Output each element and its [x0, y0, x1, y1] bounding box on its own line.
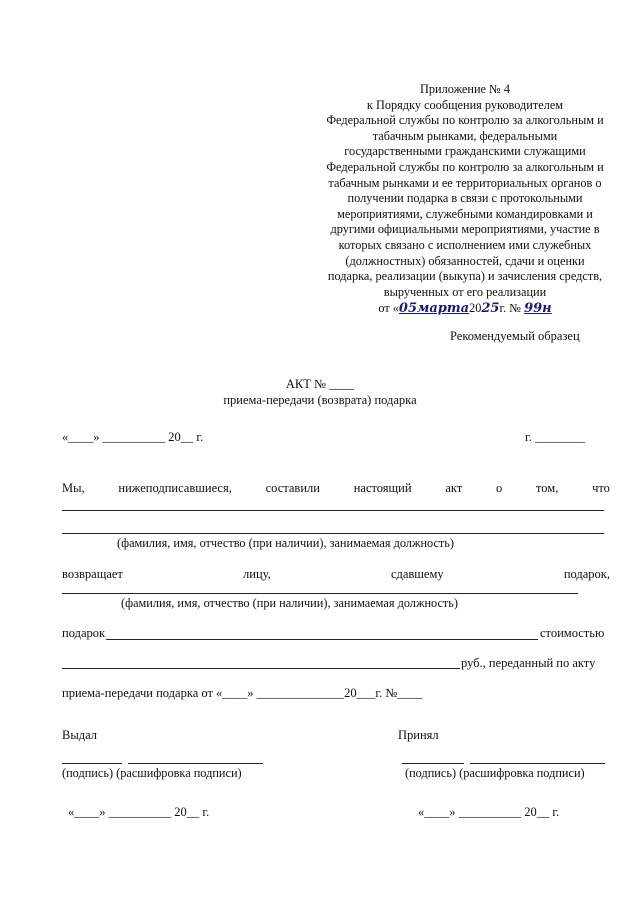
para1-word: о	[495, 481, 503, 495]
para1-word: нижеподписавшиеся,	[118, 481, 232, 495]
gift-label: подарок	[62, 626, 106, 640]
para1-word: настоящий	[353, 481, 412, 495]
order-date-line	[300, 301, 630, 317]
caption-fio-2: (фамилия, имя, отчество (при наличии), занимаемая должность)	[121, 596, 459, 610]
rub-label: руб., переданный по акту	[461, 656, 596, 670]
received-label: Принял	[398, 728, 439, 742]
fill-line	[62, 510, 604, 511]
date-prefix: от «	[378, 301, 399, 316]
signature-decode-line	[470, 763, 605, 764]
date-year-prefix: 20	[469, 301, 482, 316]
para1-word: том,	[535, 481, 559, 495]
header-line: Федеральной службы по контролю за алкогольным и	[326, 113, 604, 128]
order-number: 99н	[524, 301, 552, 317]
date-month: марта	[417, 301, 470, 317]
date-suffix: г. №	[499, 301, 522, 316]
caption-fio: (фамилия, имя, отчество (при наличии), занимаемая должность)	[117, 536, 455, 550]
header-line: Федеральной службы по контролю за алкогольным и	[326, 159, 604, 174]
fill-line	[62, 593, 578, 594]
sign-caption-left: (подпись) (расшифровка подписи)	[62, 766, 242, 780]
signature-line	[402, 763, 464, 764]
paragraph-2	[62, 567, 610, 582]
header-line: получении подарка в связи с протокольными	[347, 191, 583, 206]
header-line: табачным рынками и ее территориальных органов о	[328, 175, 602, 190]
issued-label: Выдал	[62, 728, 97, 742]
para2-word: подарок,	[563, 567, 610, 581]
recommended-sample: Рекомендуемый образец	[450, 329, 580, 343]
header-line: мероприятиями, служебными командировками и	[337, 206, 593, 221]
fill-line	[106, 639, 538, 640]
date-day: 05	[398, 301, 418, 317]
header-line: подарка, реализации (выкупа) и зачисления средств,	[327, 269, 603, 284]
paragraph-1	[62, 481, 610, 496]
appendix-header	[300, 82, 630, 317]
header-line: государственными гражданскими служащими	[344, 144, 586, 159]
date-year: 25	[481, 301, 500, 317]
para1-word: акт	[445, 481, 463, 495]
signature-line	[62, 763, 122, 764]
para2-word: возвращает	[62, 567, 123, 581]
act-subtitle: приема-передачи (возврата) подарка	[223, 393, 417, 407]
para2-word: лицу,	[243, 567, 271, 581]
header-line: табачным рынками, федеральными	[372, 128, 558, 143]
para1-word: составили	[265, 481, 320, 495]
header-line: вырученных от его реализации	[383, 284, 547, 299]
sign-caption-right: (подпись) (расшифровка подписи)	[405, 766, 585, 780]
fill-line	[62, 668, 460, 669]
signature-decode-line	[128, 763, 263, 764]
header-line: которых связано с исполнением ими служебных	[338, 237, 592, 252]
para2-word: сдавшему	[390, 567, 444, 581]
cost-label: стоимостью	[540, 626, 605, 640]
act-date: «____» __________ 20__ г.	[62, 430, 204, 444]
header-line: другими официальными мероприятиями, участие в	[330, 222, 600, 237]
act-title: АКТ № ____	[285, 377, 355, 391]
header-line: к Порядку сообщения руководителем	[366, 97, 564, 112]
act-city: г. ________	[525, 430, 585, 444]
act-reference: приема-передачи подарка от «____» ______________20___г. №____	[62, 686, 423, 700]
para1-word: Мы,	[62, 481, 85, 495]
header-line: Приложение № 4	[419, 82, 511, 96]
date-right: «____» __________ 20__ г.	[418, 805, 560, 819]
date-left: «____» __________ 20__ г.	[68, 805, 210, 819]
fill-line	[62, 533, 604, 534]
header-line: (должностных) обязанностей, сдачи и оценки	[345, 253, 585, 268]
para1-word: что	[592, 481, 610, 495]
